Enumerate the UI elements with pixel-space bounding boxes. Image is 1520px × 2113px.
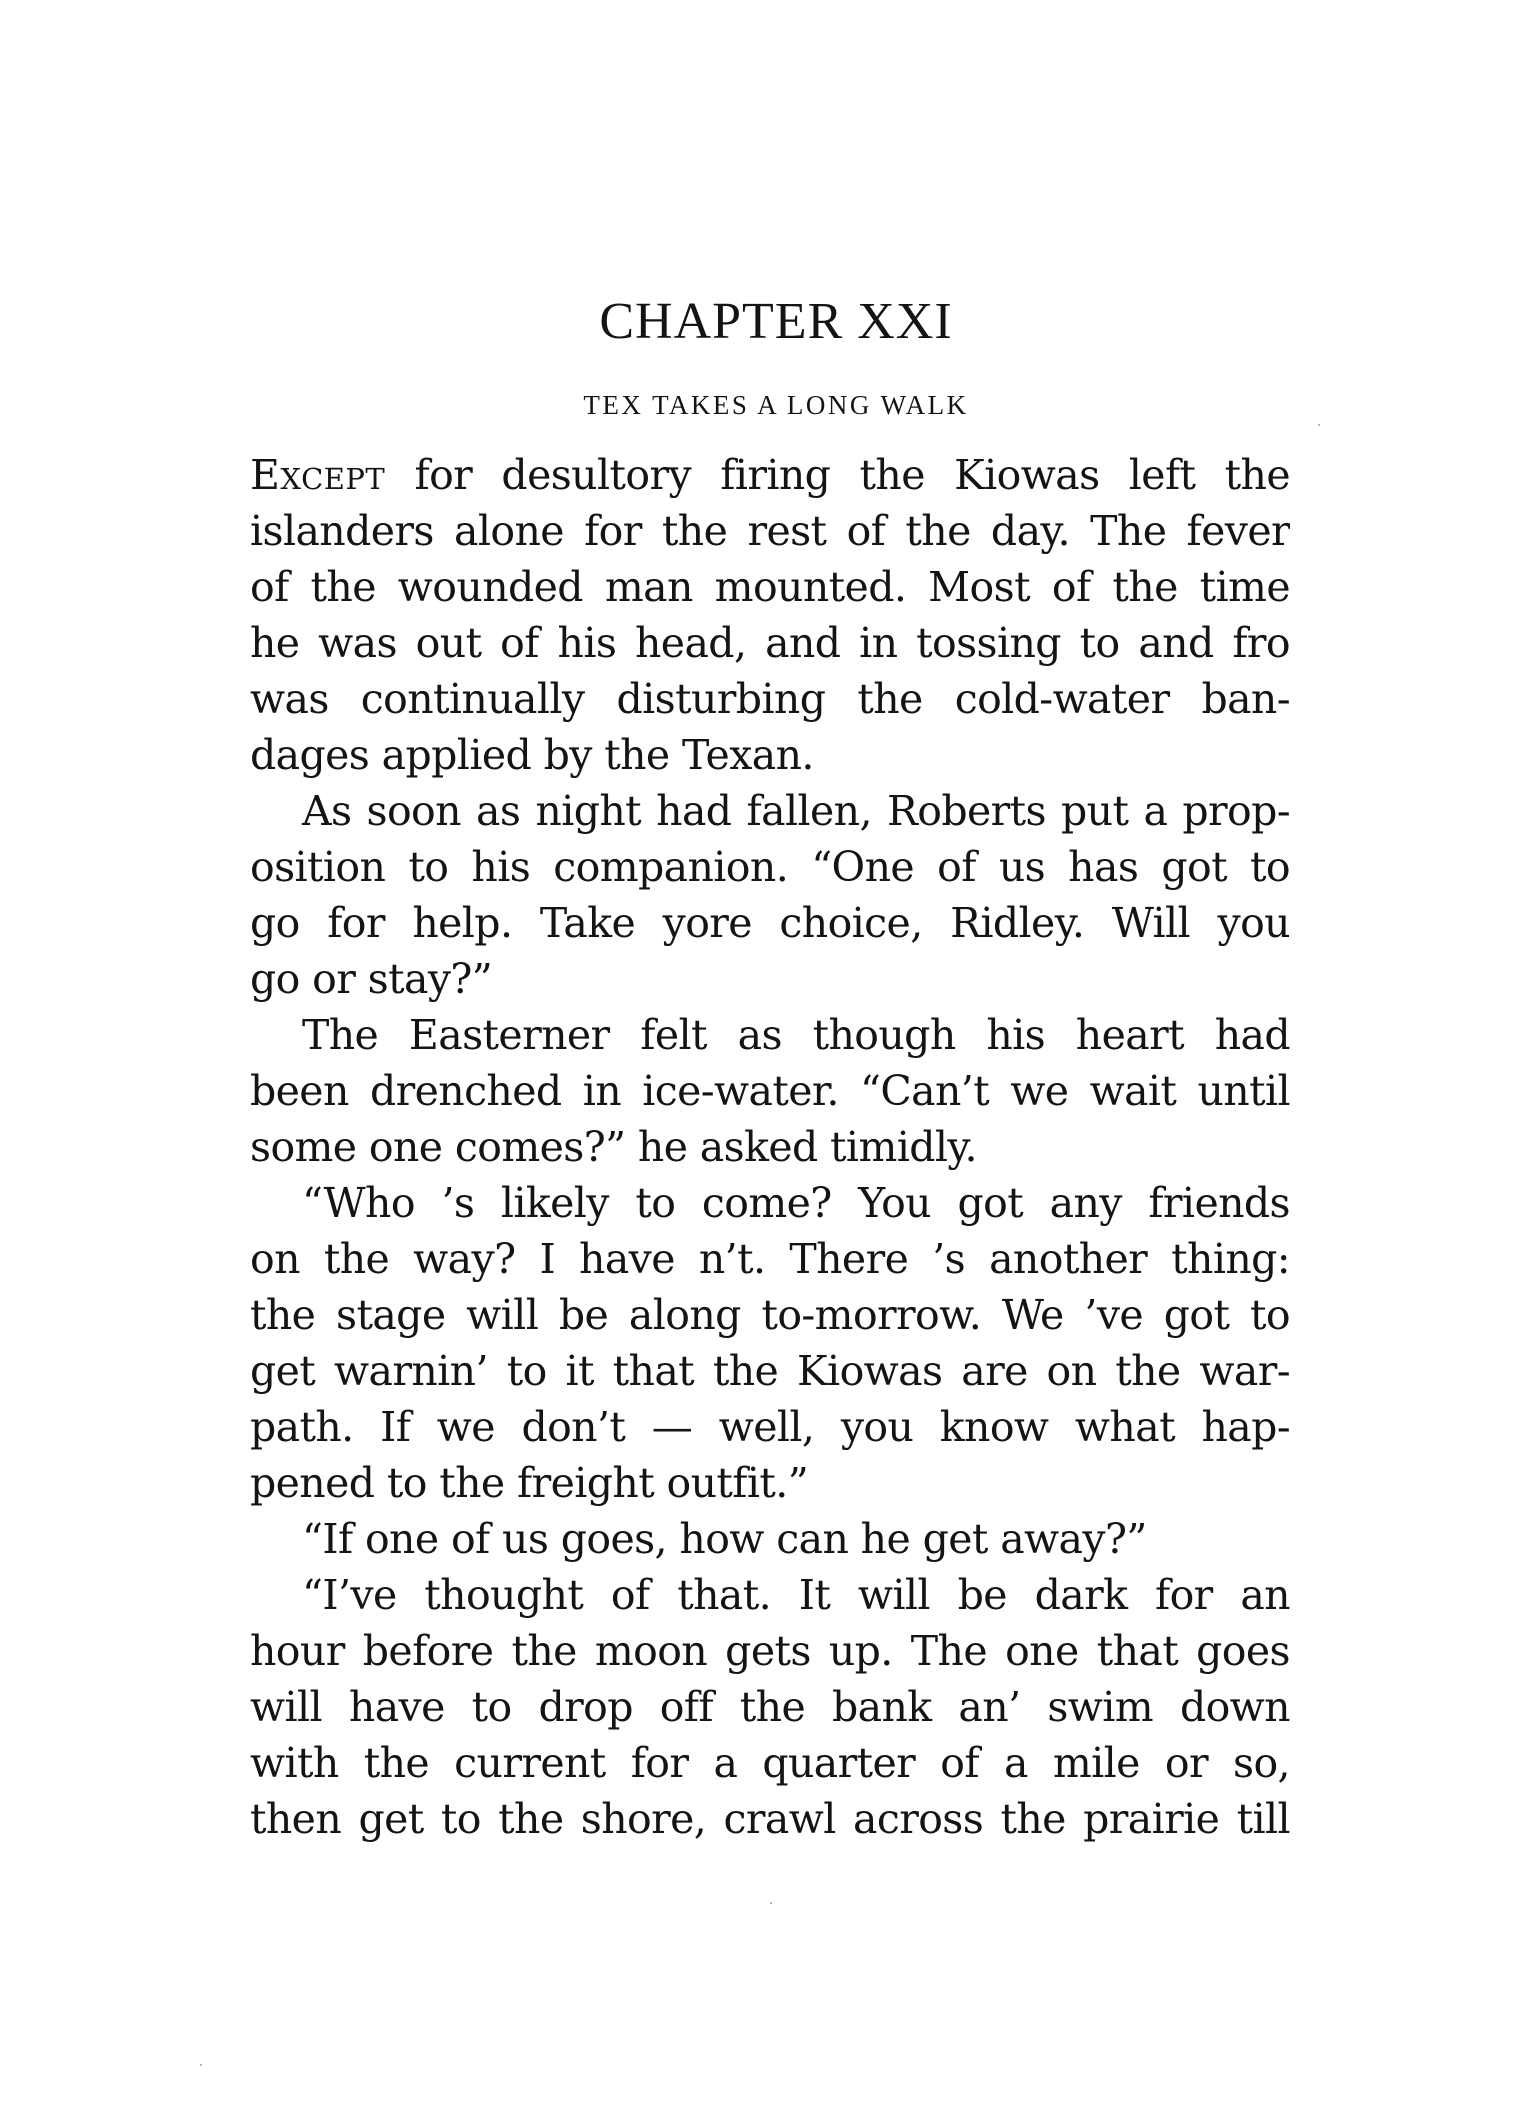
body-text bbox=[250, 447, 1290, 1847]
paper-speck bbox=[200, 2064, 202, 2066]
text-line: Except for desultory firing the Kiowas left the bbox=[250, 451, 1290, 499]
paper-speck bbox=[1318, 424, 1320, 426]
text-line: pened to the freight outfit.” bbox=[250, 1459, 809, 1507]
chapter-title: CHAPTER XXI bbox=[599, 293, 953, 350]
text-line: was continually disturbing the cold-water ban- bbox=[250, 675, 1290, 723]
drop-lead-word: Except bbox=[250, 451, 386, 499]
text-line: path. If we don’t — well, you know what hap- bbox=[250, 1403, 1290, 1451]
text-line: of the wounded man mounted. Most of the time bbox=[250, 563, 1290, 611]
text-line: will have to drop off the bank an’ swim down bbox=[250, 1683, 1290, 1731]
text-line: he was out of his head, and in tossing to and fro bbox=[250, 619, 1290, 667]
paragraph bbox=[250, 447, 1290, 783]
chapter-subtitle: TEX TAKES A LONG WALK bbox=[583, 390, 969, 420]
text-line: some one comes?” he asked timidly. bbox=[250, 1123, 977, 1171]
text-line: been drenched in ice-water. “Can’t we wait until bbox=[250, 1067, 1290, 1115]
text-line: islanders alone for the rest of the day. The fever bbox=[250, 507, 1290, 555]
paragraph bbox=[250, 783, 1290, 1007]
text-line: dages applied by the Texan. bbox=[250, 731, 814, 779]
text-line: As soon as night had fallen, Roberts put a prop- bbox=[302, 787, 1290, 835]
text-line: hour before the moon gets up. The one that goes bbox=[250, 1627, 1290, 1675]
text-line: osition to his companion. “One of us has got to bbox=[250, 843, 1290, 891]
text-line: with the current for a quarter of a mile or so, bbox=[250, 1739, 1290, 1787]
text-line: The Easterner felt as though his heart had bbox=[302, 1011, 1290, 1059]
paragraph bbox=[250, 1567, 1290, 1847]
paragraph bbox=[250, 1175, 1290, 1511]
text-line: go or stay?” bbox=[250, 955, 493, 1003]
text-line: then get to the shore, crawl across the prairie till bbox=[250, 1795, 1290, 1843]
text-line: on the way? I have n’t. There ’s another thing: bbox=[250, 1235, 1290, 1283]
text-line: “I’ve thought of that. It will be dark for an bbox=[302, 1571, 1290, 1619]
text-line: the stage will be along to-morrow. We ’ve got to bbox=[250, 1291, 1290, 1339]
text-line: get warnin’ to it that the Kiowas are on the war- bbox=[250, 1347, 1290, 1395]
text-line: “If one of us goes, how can he get away?” bbox=[302, 1515, 1147, 1563]
paragraph bbox=[250, 1511, 1290, 1567]
paragraph bbox=[250, 1007, 1290, 1175]
text-line: “Who ’s likely to come? You got any friends bbox=[302, 1179, 1290, 1227]
paper-speck bbox=[770, 1902, 772, 1904]
text-line: go for help. Take yore choice, Ridley. Will you bbox=[250, 899, 1290, 947]
